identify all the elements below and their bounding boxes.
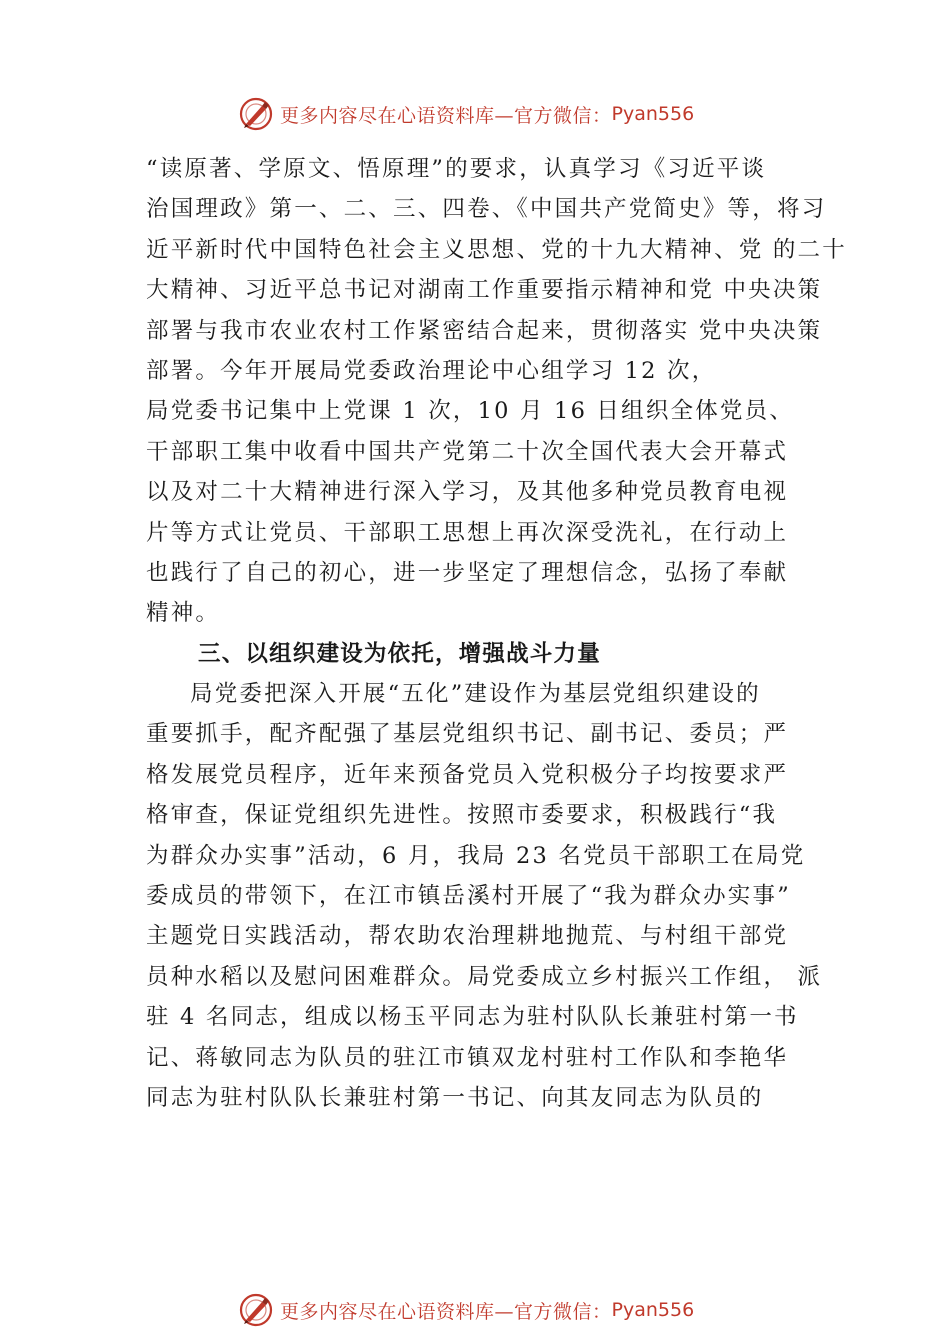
body-line: 治国理政》第一、二、三、四卷、《中国共产党简史》等，将习 (146, 196, 827, 223)
body-line: “读原著、学原文、悟原理”的要求，认真学习《习近平谈 (146, 156, 767, 182)
body-line: 员种水稻以及慰问困难群众。局党委成立乡村振兴工作组， 派 (146, 963, 823, 990)
body-line: 精神。 (146, 600, 221, 627)
banner-text: 更多内容尽在心语资料库—官方微信： (280, 1300, 612, 1323)
body-line: 近平新时代中国特色社会主义思想、党的十九大精神、党 的二十 (146, 236, 847, 263)
body-line: 重要抓手，配齐配强了基层党组织书记、副书记、委员；严 (146, 721, 789, 748)
body-line: 为群众办实事”活动，6 月，我局 23 名党员干部职工在局党 (146, 842, 806, 869)
body-line: 干部职工集中收看中国共产党第二十次全国代表大会开幕式 (146, 438, 789, 465)
pen-logo-icon (238, 1292, 274, 1328)
body-line: 大精神、习近平总书记对湖南工作重要指示精神和党 中央决策 (146, 277, 823, 304)
banner-text: 更多内容尽在心语资料库—官方微信： (280, 104, 612, 127)
body-line: 格审查，保证党组织先进性。按照市委要求，积极践行“我 (146, 802, 778, 829)
body-line: 部署与我市农业农村工作紧密结合起来，贯彻落实 党中央决策 (146, 317, 823, 344)
body-line: 同志为驻村队队长兼驻村第一书记、向其友同志为队员的 (146, 1084, 764, 1111)
footer-banner (238, 1290, 738, 1330)
body-line: 部署。今年开展局党委政治理论中心组学习 12 次， (146, 357, 717, 384)
document-body (146, 149, 847, 1118)
section-heading: 三、以组织建设为依托，增强战斗力量 (198, 640, 601, 667)
body-line: 记、蒋敏同志为队员的驻江市镇双龙村驻村工作队和李艳华 (146, 1044, 789, 1071)
body-line: 驻 4 名同志，组成以杨玉平同志为驻村队队长兼驻村第一书 (146, 1004, 799, 1031)
body-line: 委成员的带领下，在江市镇岳溪村开展了“我为群众办实事” (146, 883, 791, 910)
header-banner (238, 94, 738, 134)
body-line: 格发展党员程序，近年来预备党员入党积极分子均按要求严 (146, 761, 789, 788)
banner-handle: Pyan556 (611, 103, 695, 125)
body-line: 也践行了自己的初心，进一步坚定了理想信念，弘扬了奉献 (146, 559, 789, 586)
body-line: 局党委书记集中上党课 1 次，10 月 16 日组织全体党员、 (146, 398, 795, 425)
body-line: 以及对二十大精神进行深入学习，及其他多种党员教育电视 (146, 479, 789, 506)
body-line: 片等方式让党员、干部职工思想上再次深受洗礼，在行动上 (146, 519, 789, 546)
pen-logo-icon (238, 96, 274, 132)
banner-handle: Pyan556 (611, 1299, 695, 1321)
body-line: 局党委把深入开展“五化”建设作为基层党组织建设的 (190, 681, 761, 708)
body-line: 主题党日实践活动，帮农助农治理耕地抛荒、与村组干部党 (146, 923, 789, 950)
